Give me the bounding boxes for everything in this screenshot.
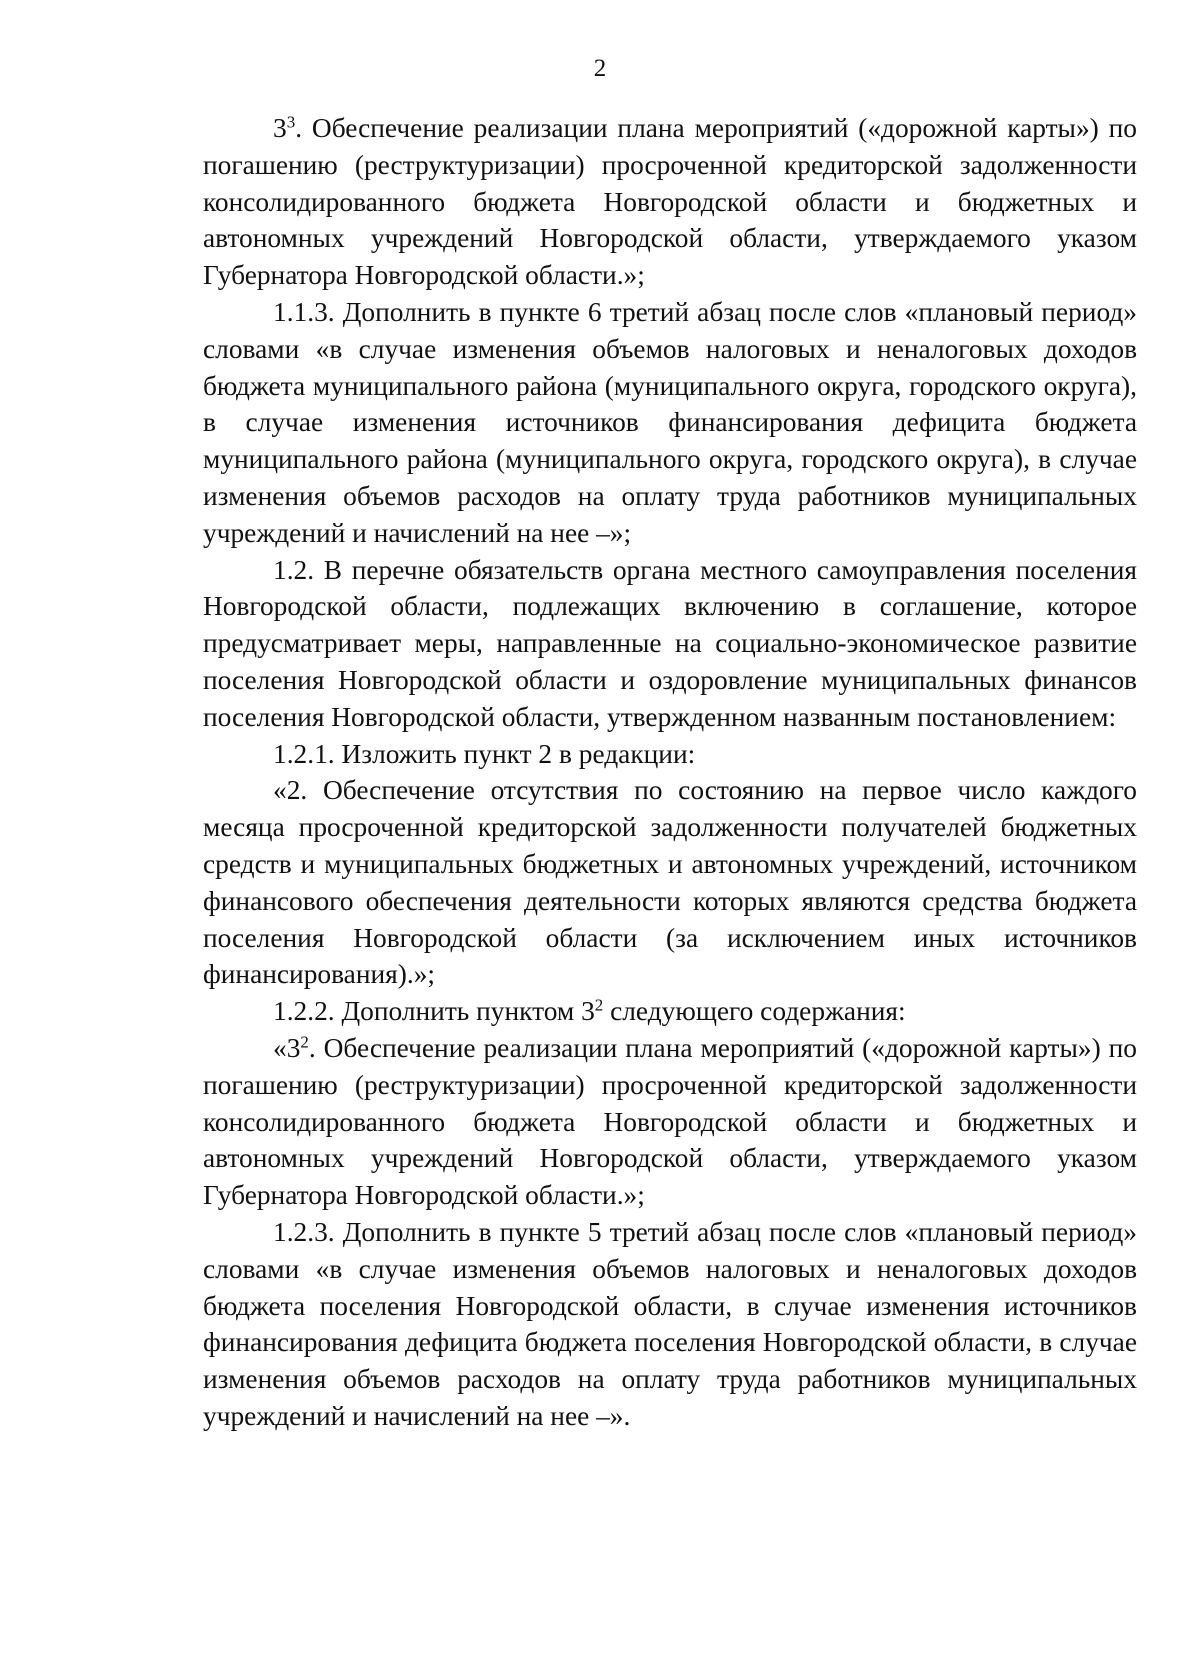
paragraph-1-2-1 bbox=[203, 736, 1137, 773]
superscript: 2 bbox=[594, 995, 604, 1015]
paragraph-text: 1.2.1. Изложить пункт 2 в редакции: bbox=[273, 738, 696, 769]
paragraph-1-2-3 bbox=[203, 1214, 1137, 1435]
paragraph-1-2 bbox=[203, 552, 1137, 736]
page-number: 2 bbox=[593, 55, 607, 82]
document-body bbox=[203, 110, 1137, 1435]
paragraph-1-1-3 bbox=[203, 294, 1137, 552]
paragraph-text: . Обеспечение реализации плана мероприятий («дорожной карты») по погашению (реструктуризации) просроченной кредиторской задолженности консолидированного бюджета Новгородской области и бюджетных и автономных учреждений Новгородской области, утверждаемого указом Губернатора Новгородской области.»; bbox=[203, 113, 1137, 291]
superscript: 3 bbox=[286, 112, 296, 132]
paragraph-text: «2. Обеспечение отсутствия по состоянию на первое число каждого месяца просроченной кредиторской задолженности получателей бюджетных средств и муниципальных бюджетных и автономных учреждений, источником финансового обеспечения деятельности которых являются средства бюджета поселения Новгородской области (за исключением иных источников финансирования).»; bbox=[203, 775, 1137, 990]
paragraph-text: «3 bbox=[273, 1032, 301, 1063]
paragraph-1-2-2 bbox=[203, 993, 1137, 1030]
paragraph-text: 1.2.3. Дополнить в пункте 5 третий абзац после слов «плановый период» словами «в случае изменения объемов налоговых и неналоговых доходов бюджета поселения Новгородской области, в случае изменения источников финансирования дефицита бюджета поселения Новгородской области, в случае изменения объемов расходов на оплату труда работников муниципальных учреждений и начислений на нее –». bbox=[203, 1216, 1137, 1431]
paragraph-text: 1.1.3. Дополнить в пункте 6 третий абзац после слов «плановый период» словами «в случае изменения объемов налоговых и неналоговых доходов бюджета муниципального района (муниципального округа, городского округа), в случае изменения источников финансирования дефицита бюджета муниципального района (муниципального округа, городского округа), в случае изменения объемов расходов на оплату труда работников муниципальных учреждений и начислений на нее –»; bbox=[203, 296, 1137, 548]
paragraph-text: 1.2. В перечне обязательств органа местного самоуправления поселения Новгородской области, подлежащих включению в соглашение, которое предусматривает меры, направленные на социально-экономическое развитие поселения Новгородской области и оздоровление муниципальных финансов поселения Новгородской области, утвержденном названным постановлением: bbox=[203, 554, 1137, 732]
paragraph-text: 3 bbox=[273, 113, 287, 143]
paragraph-text: 1.2.2. Дополнить пунктом 3 bbox=[273, 996, 595, 1027]
paragraph-text: следующего содержания: bbox=[603, 996, 906, 1027]
paragraph-item-2-quote bbox=[203, 772, 1137, 993]
paragraph-text: . Обеспечение реализации плана мероприятий («дорожной карты») по погашению (реструктуризации) просроченной кредиторской задолженности консолидированного бюджета Новгородской области и бюджетных и автономных учреждений Новгородской области, утверждаемого указом Губернатора Новгородской области.»; bbox=[203, 1032, 1137, 1211]
paragraph-item-3-2-quote bbox=[203, 1030, 1137, 1214]
paragraph-item-3-3 bbox=[203, 110, 1137, 294]
superscript: 2 bbox=[300, 1032, 309, 1052]
